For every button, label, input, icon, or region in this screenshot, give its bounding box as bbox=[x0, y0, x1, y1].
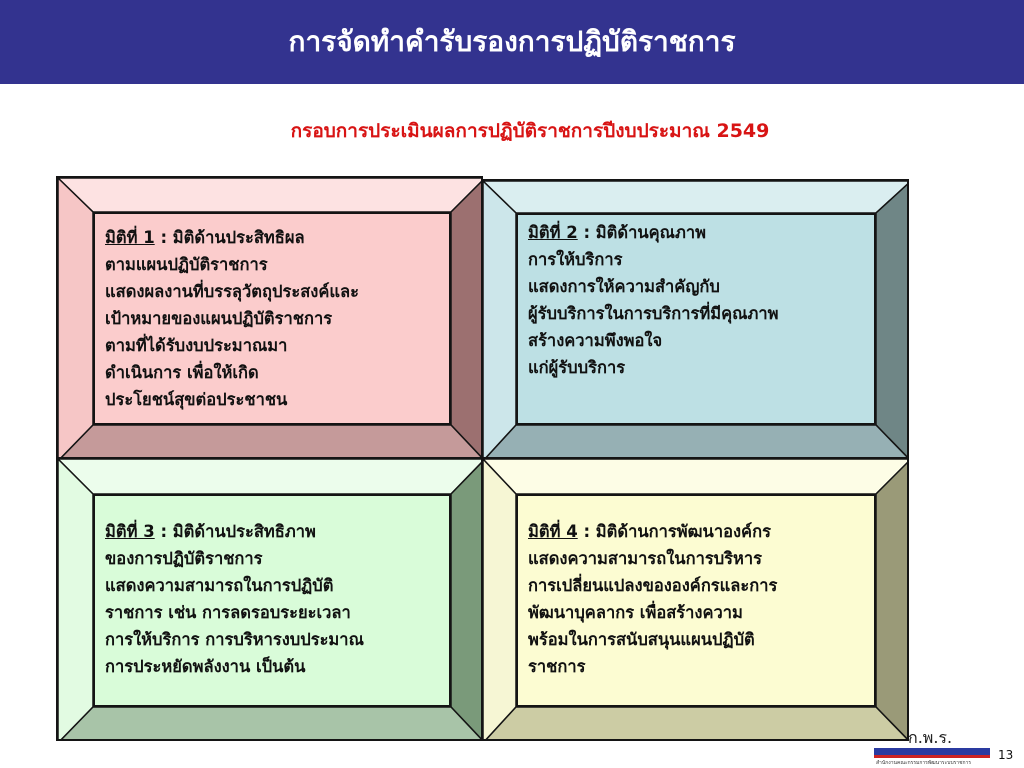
bevel-left bbox=[483, 459, 516, 739]
bevel-right bbox=[876, 459, 907, 739]
dimension-heading bbox=[528, 219, 866, 246]
bevel-top bbox=[483, 181, 907, 213]
dimension-line: พัฒนาบุคลากร เพื่อสร้างความ bbox=[528, 603, 743, 622]
dimension-line: การประหยัดพลังงาน เป็นต้น bbox=[105, 657, 306, 676]
dimension-line: เป้าหมายของแผนปฏิบัติราชการ bbox=[105, 309, 333, 328]
dimension-line: การให้บริการ bbox=[528, 250, 623, 269]
dimension-label: มิติที่ 3 bbox=[105, 522, 155, 541]
logo-text: ก.พ.ร. bbox=[908, 728, 953, 747]
dimension-line: ผู้รับบริการในการบริการที่มีคุณภาพ bbox=[528, 304, 779, 323]
bevel-right bbox=[451, 178, 481, 457]
dimension-line: แสดงผลงานที่บรรลุวัตถุประสงค์และ bbox=[105, 282, 359, 301]
dimension-line: มิติด้านประสิทธิภาพ bbox=[172, 522, 316, 541]
bevel-left bbox=[483, 181, 516, 457]
dimension-4-panel bbox=[481, 457, 909, 741]
dimension-2-panel bbox=[481, 179, 909, 459]
bevel-bottom bbox=[483, 707, 907, 739]
dimension-line: แสดงความสามารถในการบริหาร bbox=[528, 549, 763, 568]
page-title: การจัดทำคำรับรองการปฏิบัติราชการ bbox=[288, 25, 736, 58]
dimension-line: พร้อมในการสนับสนุนแผนปฏิบัติ bbox=[528, 630, 755, 649]
label-separator: : bbox=[154, 228, 173, 247]
dimension-line: มิติด้านการพัฒนาองค์กร bbox=[595, 522, 771, 541]
label-separator: : bbox=[577, 522, 596, 541]
bevel-left bbox=[58, 178, 93, 457]
dimension-4-content bbox=[516, 494, 876, 707]
dimension-line: สร้างความพึงพอใจ bbox=[528, 331, 663, 350]
dimension-3-panel bbox=[56, 457, 483, 741]
dimension-1-content bbox=[93, 212, 451, 425]
framework-subtitle: กรอบการประเมินผลการปฏิบัติราชการปีงบประมาณ 2549 bbox=[290, 120, 770, 142]
dimension-label: มิติที่ 2 bbox=[528, 223, 578, 242]
dimension-label: มิติที่ 1 bbox=[105, 228, 155, 247]
dimension-2-content bbox=[516, 213, 876, 425]
dimension-heading bbox=[528, 518, 866, 545]
bevel-top bbox=[483, 459, 907, 494]
dimension-line: ประโยชน์สุขต่อประชาชน bbox=[105, 390, 288, 409]
dimension-1-panel bbox=[56, 176, 483, 459]
dimension-line: แก่ผู้รับบริการ bbox=[528, 358, 626, 377]
bevel-left bbox=[58, 459, 93, 739]
dimension-line: ตามที่ได้รับงบประมาณมา bbox=[105, 336, 288, 355]
bevel-bottom bbox=[58, 707, 481, 739]
logo-blue-bar bbox=[874, 748, 990, 755]
dimension-label: มิติที่ 4 bbox=[528, 522, 578, 541]
dimension-3-content bbox=[93, 494, 451, 707]
dimension-line: แสดงความสามารถในการปฏิบัติ bbox=[105, 576, 334, 595]
bevel-top bbox=[58, 459, 481, 494]
page-number: 13 bbox=[998, 748, 1014, 762]
dimension-line: แสดงการให้ความสำคัญกับ bbox=[528, 277, 720, 296]
dimension-line: ตามแผนปฏิบัติราชการ bbox=[105, 255, 268, 274]
dimension-heading bbox=[105, 224, 441, 251]
dimension-line: ราชการ เช่น การลดรอบระยะเวลา bbox=[105, 603, 351, 622]
dimension-line: การให้บริการ การบริหารงบประมาณ bbox=[105, 630, 364, 649]
dimension-line: มิติด้านประสิทธิผล bbox=[172, 228, 305, 247]
label-separator: : bbox=[154, 522, 173, 541]
logo-caption: สำนักงานคณะกรรมการพัฒนาระบบราชการ bbox=[876, 760, 972, 766]
logo-red-bar bbox=[874, 755, 990, 758]
dimension-line: ราชการ bbox=[528, 657, 586, 676]
title-bar bbox=[0, 0, 1024, 84]
dimension-line: มิติด้านคุณภาพ bbox=[595, 223, 707, 242]
bevel-right bbox=[451, 459, 481, 739]
dimension-heading bbox=[105, 518, 441, 545]
label-separator: : bbox=[577, 223, 596, 242]
dimension-line: ของการปฏิบัติราชการ bbox=[105, 549, 263, 568]
bevel-right bbox=[876, 181, 907, 457]
dimension-line: การเปลี่ยนแปลงขององค์กรและการ bbox=[528, 576, 778, 595]
bevel-bottom bbox=[58, 425, 481, 457]
bevel-top bbox=[58, 178, 481, 212]
dimension-line: ดำเนินการ เพื่อให้เกิด bbox=[105, 363, 259, 382]
bevel-bottom bbox=[483, 425, 907, 457]
